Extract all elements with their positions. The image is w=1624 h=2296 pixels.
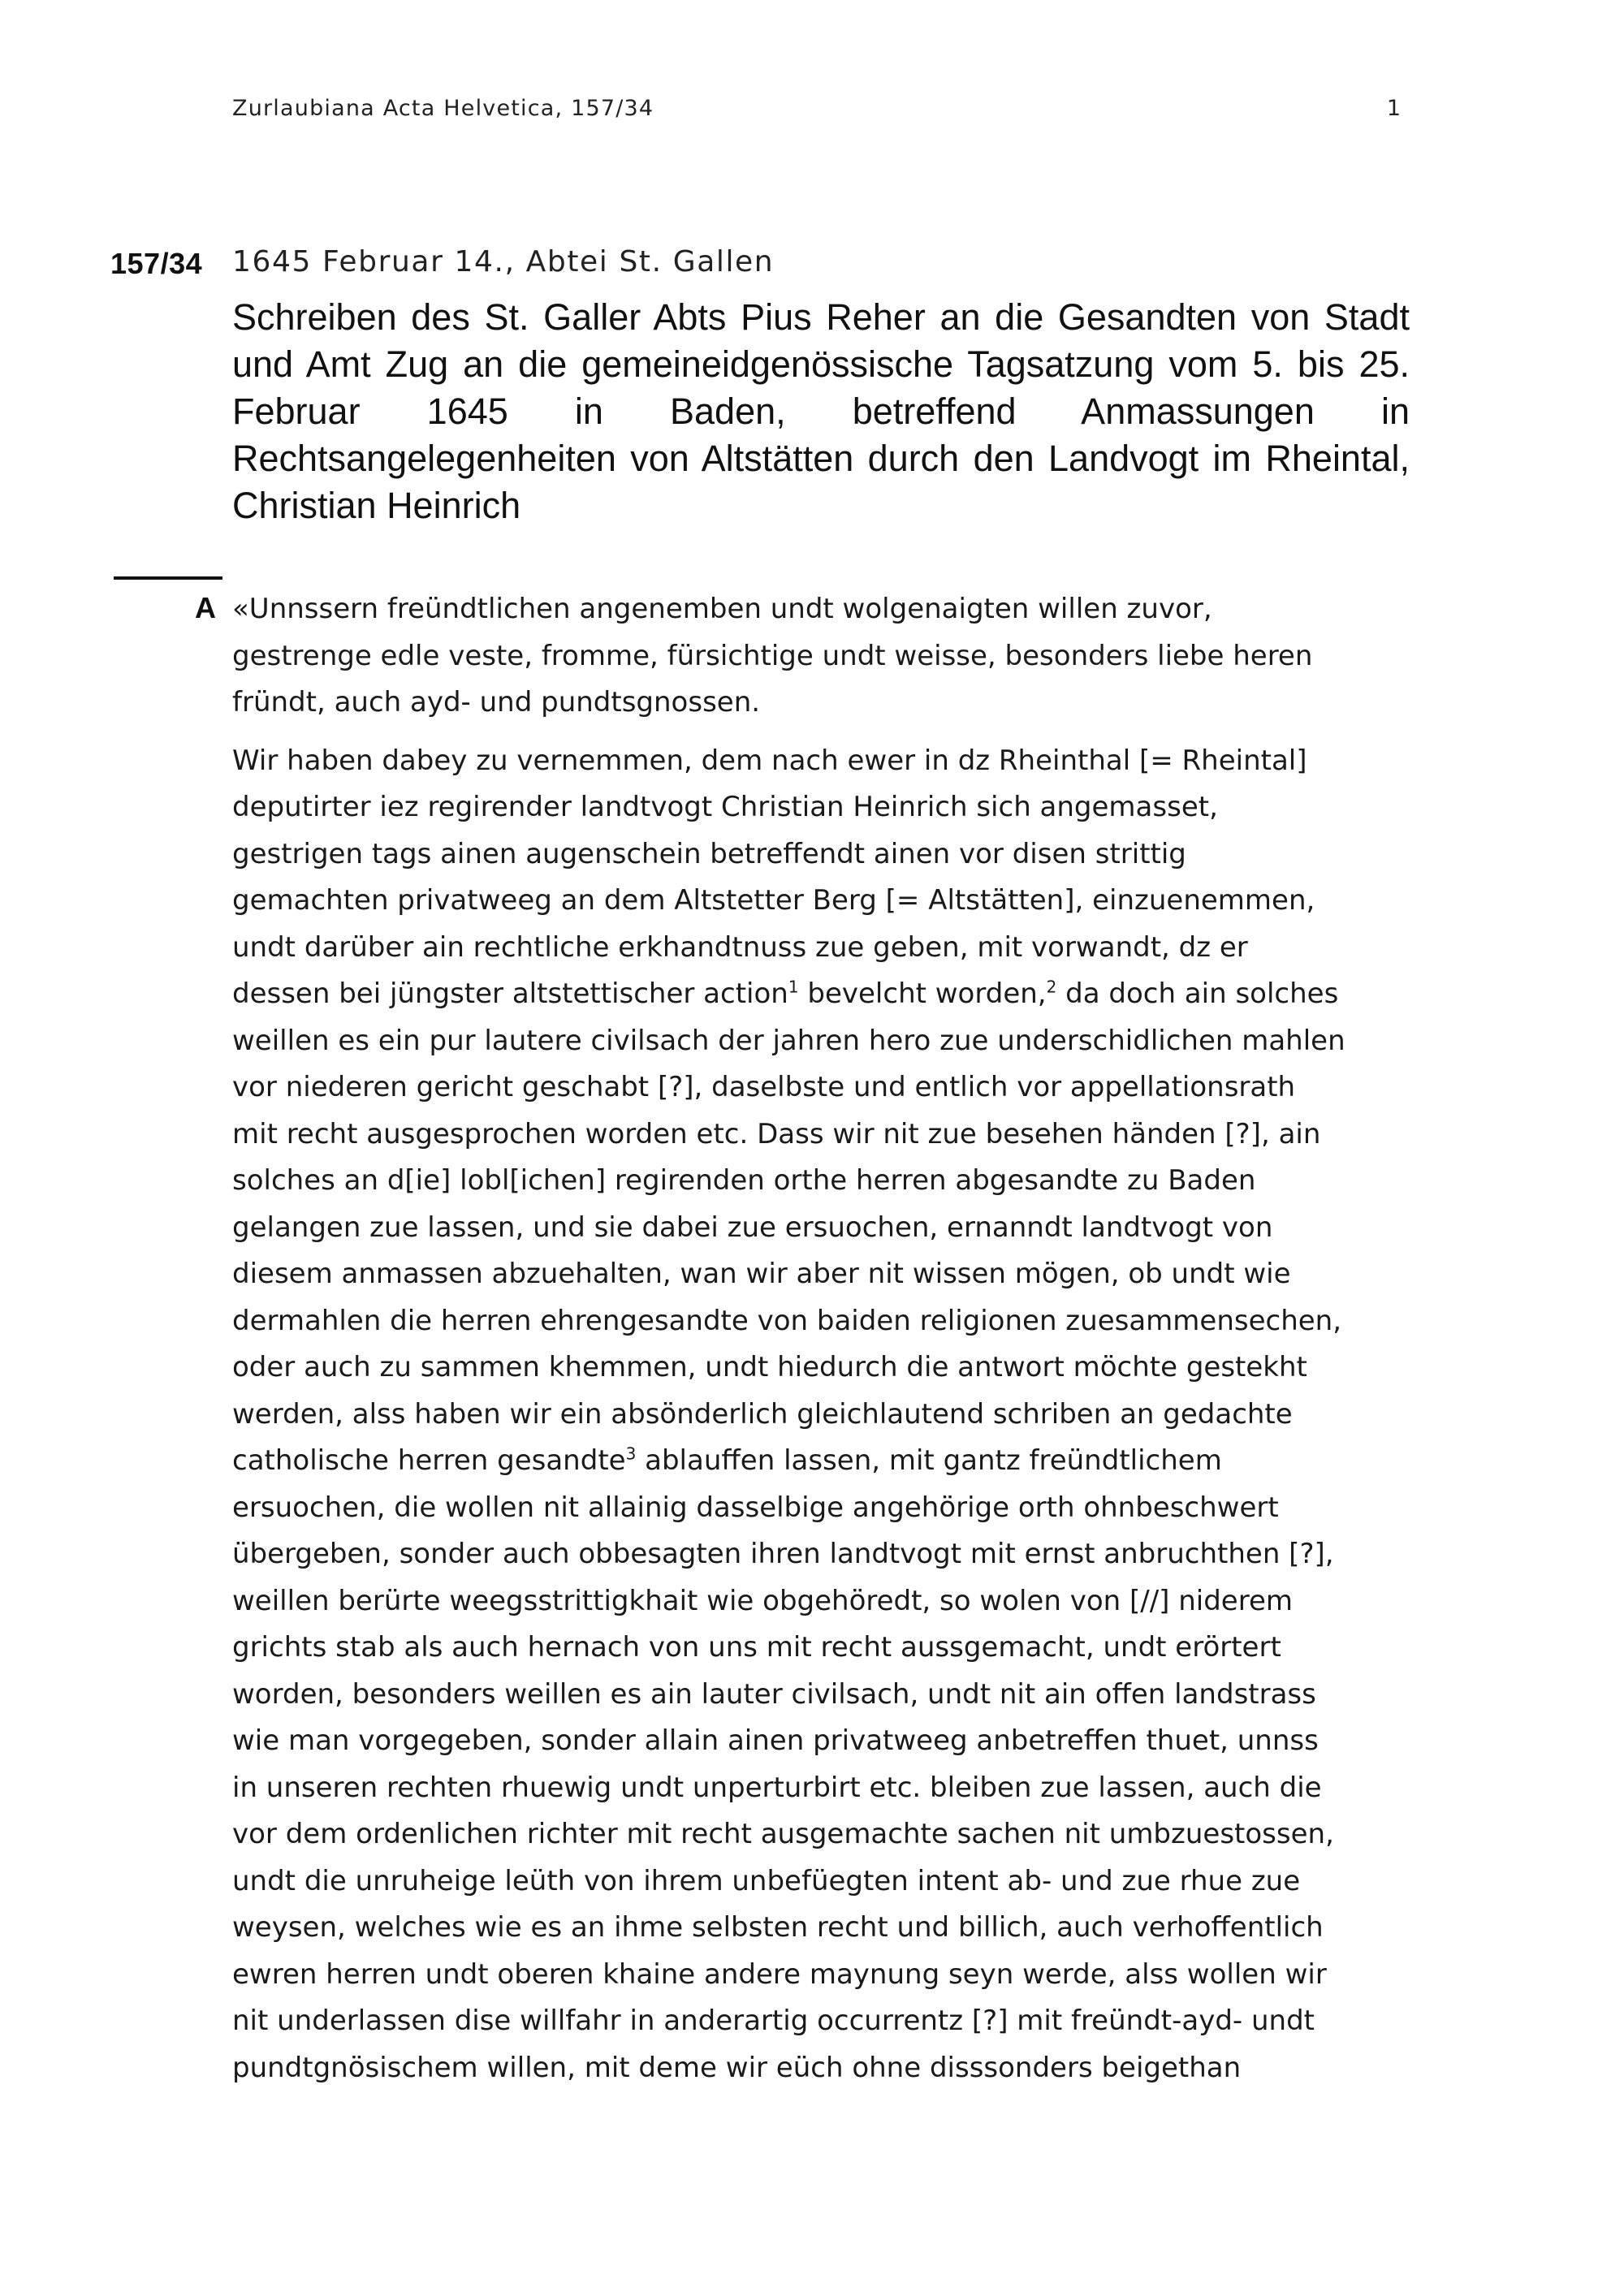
text-line: werden, alss haben wir ein absönderlich gleichlautend schriben an gedachte xyxy=(232,1397,1293,1431)
text-line: vor dem ordenlichen richter mit recht ausgemachte sachen nit umbzuestossen, xyxy=(232,1818,1334,1850)
text-line: «Unnssern freündtlichen angenemben undt wolgenaigten willen zuvor, xyxy=(232,593,1212,625)
text-segment: ablauffen lassen, mit gantz freündtlichem xyxy=(636,1444,1222,1477)
text-line: grichts stab als auch hernach von uns mit recht aussgemacht, undt erörtert xyxy=(232,1631,1281,1664)
text-line: Wir haben dabey zu vernemmen, dem nach ewer in dz Rheinthal [= Rheintal] xyxy=(232,744,1307,777)
page-number: 1 xyxy=(1386,96,1401,121)
section-marker: A xyxy=(195,591,216,624)
document-title: Schreiben des St. Galler Abts Pius Reher an die Gesandten von Stadt und Amt Zug an die gemeineidgenössische Tagsatzung vom 5. bis 25. Februar 1645 in Baden, betreffend Anmassungen in Rechtsangelegenheiten von Altstätten durch den Landvogt im Rheintal, Christian Heinrich xyxy=(232,296,1410,526)
footnote-ref[interactable]: 2 xyxy=(1046,977,1057,997)
text-line: undt darüber ain rechtliche erkhandtnuss zue geben, mit vorwandt, dz er xyxy=(232,930,1248,964)
footnote-ref[interactable]: 1 xyxy=(788,977,799,997)
text-line: weillen es ein pur lautere civilsach der jahren hero zue underschidlichen mahlen xyxy=(232,1024,1345,1057)
running-head: Zurlaubiana Acta Helvetica, 157/34 xyxy=(232,96,654,121)
text-line: worden, besonders weillen es ain lauter civilsach, undt nit ain offen landstrass xyxy=(232,1677,1316,1711)
document-number: 157/34 xyxy=(110,247,203,280)
text-line: diesem anmassen abzuehalten, wan wir aber nit wissen mögen, ob undt wie xyxy=(232,1258,1291,1290)
text-line: weysen, welches wie es an ihme selbsten recht und billich, auch verhoffentlich xyxy=(232,1911,1324,1944)
text-line: dermahlen die herren ehrengesandte von baiden religionen zuesammensechen, xyxy=(232,1304,1342,1337)
text-line: gestrigen tags ainen augenschein betreffendt ainen vor disen strittig xyxy=(232,837,1186,870)
text-segment: bevelcht worden, xyxy=(798,978,1047,1010)
text-line: ewren herren undt oberen khaine andere maynung seyn werde, alss wollen wir xyxy=(232,1957,1327,1991)
section-divider xyxy=(114,576,222,580)
text-line: mit recht ausgesprochen worden etc. Dass wir nit zue besehen händen [?], ain xyxy=(232,1117,1321,1150)
text-line: übergeben, sonder auch obbesagten ihren landtvogt mit ernst anbruchthen [?], xyxy=(232,1538,1334,1570)
text-line: wie man vorgegeben, sonder allain ainen privatweeg anbetreffen thuet, unnss xyxy=(232,1724,1319,1757)
paragraph-salutation xyxy=(232,586,1402,727)
text-line: deputirter iez regirender landtvogt Christian Heinrich sich angemasset, xyxy=(232,791,1218,823)
text-segment: catholische herren gesandte xyxy=(232,1444,626,1477)
text-line xyxy=(232,971,1402,1018)
text-line: gestrenge edle veste, fromme, fürsichtige undt weisse, besonders liebe heren xyxy=(232,639,1313,672)
text-line: ersuochen, die wollen nit allainig dasselbige angehörige orth ohnbeschwert xyxy=(232,1491,1279,1524)
text-line: nit underlassen dise willfahr in anderartig occurrentz [?] mit freündt-ayd- undt xyxy=(232,2005,1315,2037)
text-line: oder auch zu sammen khemmen, undt hiedurch die antwort möchte gestekht xyxy=(232,1351,1307,1383)
text-segment: dessen bei jüngster altstettischer action xyxy=(232,978,788,1010)
footnote-ref[interactable]: 3 xyxy=(625,1444,637,1464)
transcription-body xyxy=(232,586,1402,2091)
text-line: fründt, auch ayd- und pundtsgnossen. xyxy=(232,686,761,719)
text-line: gemachten privatweeg an dem Altstetter Berg [= Altstätten], einzuenemmen, xyxy=(232,884,1315,917)
paragraph-main xyxy=(232,738,1402,2092)
text-line: undt die unruheige leüth von ihrem unbefüegten intent ab- und zue rhue zue xyxy=(232,1864,1301,1897)
text-line: pundtgnösischem willen, mit deme wir eüch ohne disssonders beigethan xyxy=(232,2051,1242,2084)
text-line: vor niederen gericht geschabt [?], daselbste und entlich vor appellationsrath xyxy=(232,1071,1296,1103)
text-line: solches an d[ie] lobl[ichen] regirenden orthe herren abgesandte zu Baden xyxy=(232,1164,1256,1197)
document-date-place: 1645 Februar 14., Abtei St. Gallen xyxy=(232,245,775,278)
text-line: weillen berürte weegsstrittigkhait wie obgehöredt, so wolen von [//] niderem xyxy=(232,1584,1293,1617)
text-line: in unseren rechten rhuewig undt unperturbirt etc. bleiben zue lassen, auch die xyxy=(232,1771,1322,1804)
text-line: gelangen zue lassen, und sie dabei zue ersuochen, ernanndt landtvogt von xyxy=(232,1211,1273,1244)
text-segment: da doch ain solches xyxy=(1056,978,1339,1010)
text-line xyxy=(232,1438,1402,1485)
